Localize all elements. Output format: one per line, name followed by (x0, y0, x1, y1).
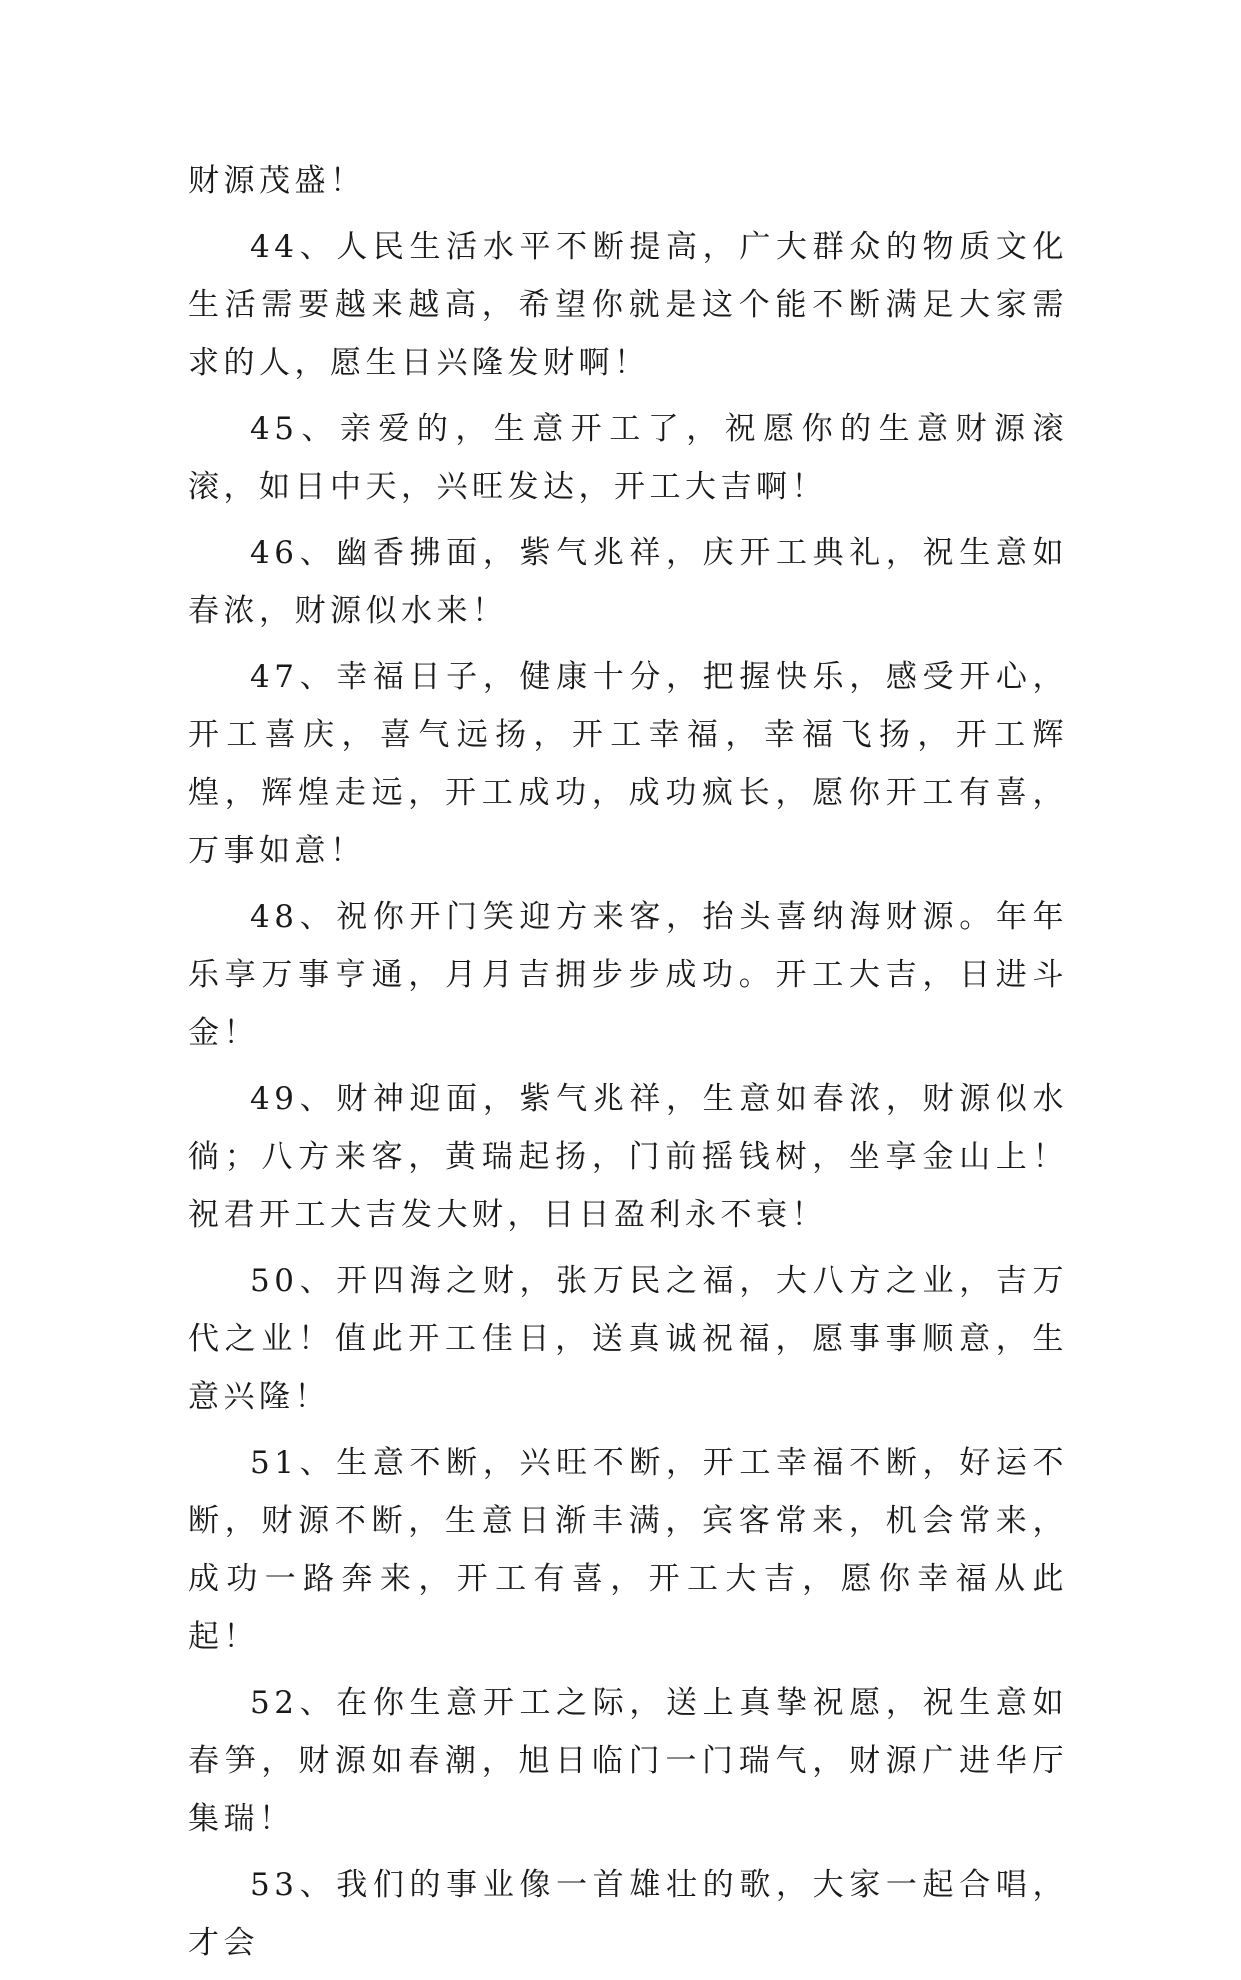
paragraph-item-49: 49、财神迎面，紫气兆祥，生意如春浓，财源似水徜；八方来客，黄瑞起扬，门前摇钱树，坐享金山上！祝君开工大吉发大财，日日盈利永不衰！ (188, 1081, 1068, 1233)
document-body (188, 152, 1068, 1980)
paragraph-item-47: 47、幸福日子，健康十分，把握快乐，感受开心，开工喜庆，喜气远扬，开工幸福，幸福飞扬，开工辉煌，辉煌走远，开工成功，成功疯长，愿你开工有喜，万事如意！ (188, 659, 1068, 869)
paragraph-item-52: 52、在你生意开工之际，送上真挚祝愿，祝生意如春笋，财源如春潮，旭日临门一门瑞气，财源广进华厅集瑞！ (188, 1685, 1068, 1837)
paragraph-item-48: 48、祝你开门笑迎方来客，抬头喜纳海财源。年年乐享万事亨通，月月吉拥步步成功。开工大吉，日进斗金！ (188, 899, 1068, 1051)
paragraph-item-50: 50、开四海之财，张万民之福，大八方之业，吉万代之业！值此开工佳日，送真诚祝福，愿事事顺意，生意兴隆！ (188, 1263, 1068, 1415)
paragraph-item-53: 53、我们的事业像一首雄壮的歌，大家一起合唱，才会 (188, 1867, 1068, 1961)
paragraph-item-44: 44、人民生活水平不断提高，广大群众的物质文化生活需要越来越高，希望你就是这个能不断满足大家需求的人，愿生日兴隆发财啊！ (188, 229, 1068, 381)
paragraph-item-45: 45、亲爱的，生意开工了，祝愿你的生意财源滚滚，如日中天，兴旺发达，开工大吉啊！ (188, 411, 1068, 505)
paragraph-continuation: 财源茂盛！ (188, 163, 366, 199)
paragraph-item-46: 46、幽香拂面，紫气兆祥，庆开工典礼，祝生意如春浓，财源似水来！ (188, 535, 1068, 629)
paragraph-item-51: 51、生意不断，兴旺不断，开工幸福不断，好运不断，财源不断，生意日渐丰满，宾客常来，机会常来，成功一路奔来，开工有喜，开工大吉，愿你幸福从此起！ (188, 1445, 1068, 1655)
